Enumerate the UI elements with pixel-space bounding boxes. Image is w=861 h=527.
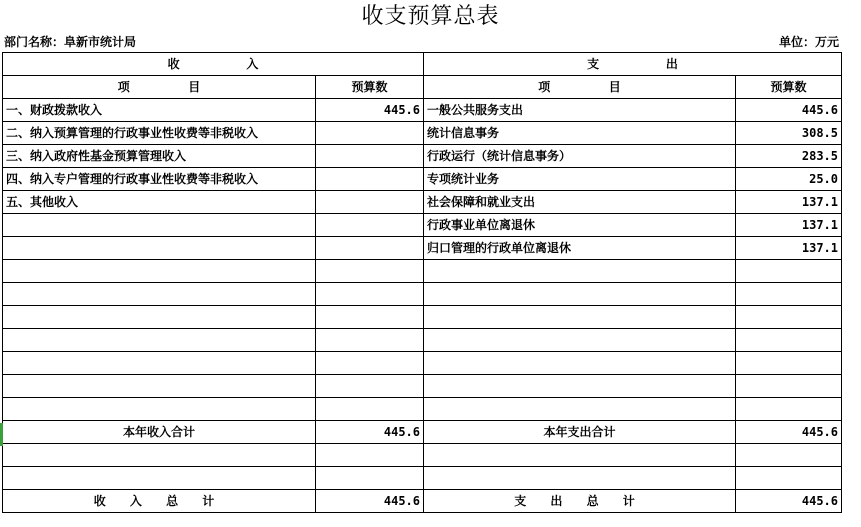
empty-cell[interactable] bbox=[424, 398, 736, 421]
table-row bbox=[3, 122, 842, 145]
empty-cell[interactable] bbox=[3, 329, 316, 352]
empty-cell[interactable] bbox=[736, 467, 842, 490]
unit-label: 单位：万元 bbox=[778, 35, 839, 49]
income-item-cell[interactable]: 一、财政拨款收入 bbox=[3, 99, 316, 122]
empty-cell[interactable] bbox=[316, 398, 424, 421]
empty-cell[interactable] bbox=[3, 214, 316, 237]
empty-cell[interactable] bbox=[316, 444, 424, 467]
empty-row bbox=[3, 467, 842, 490]
active-cell-indicator bbox=[0, 423, 3, 446]
income-value-cell[interactable]: 445.6 bbox=[316, 99, 424, 122]
expense-grand-total-label[interactable]: 支 出 总 计 bbox=[424, 490, 736, 513]
empty-cell[interactable] bbox=[424, 375, 736, 398]
expense-value-cell[interactable]: 137.1 bbox=[736, 237, 842, 260]
income-grand-total-value[interactable]: 445.6 bbox=[316, 490, 424, 513]
empty-cell[interactable] bbox=[424, 329, 736, 352]
empty-cell[interactable] bbox=[736, 444, 842, 467]
table-row bbox=[3, 168, 842, 191]
income-section-header[interactable]: 收 入 bbox=[3, 53, 424, 76]
empty-cell[interactable] bbox=[316, 467, 424, 490]
income-item-cell[interactable]: 四、纳入专户管理的行政事业性收费等非税收入 bbox=[3, 168, 316, 191]
empty-cell[interactable] bbox=[316, 260, 424, 283]
empty-cell[interactable] bbox=[736, 283, 842, 306]
empty-cell[interactable] bbox=[3, 398, 316, 421]
empty-cell[interactable] bbox=[316, 214, 424, 237]
empty-cell[interactable] bbox=[3, 237, 316, 260]
year-expense-total-value[interactable]: 445.6 bbox=[736, 421, 842, 444]
empty-cell[interactable] bbox=[424, 306, 736, 329]
empty-cell[interactable] bbox=[316, 306, 424, 329]
empty-cell[interactable] bbox=[736, 306, 842, 329]
empty-row bbox=[3, 444, 842, 467]
empty-cell[interactable] bbox=[316, 329, 424, 352]
empty-cell[interactable] bbox=[424, 260, 736, 283]
empty-cell[interactable] bbox=[316, 283, 424, 306]
empty-row bbox=[3, 260, 842, 283]
expense-budget-header[interactable]: 预算数 bbox=[736, 76, 842, 99]
table-row bbox=[3, 237, 842, 260]
income-value-cell[interactable] bbox=[316, 191, 424, 214]
expense-item-cell[interactable]: 一般公共服务支出 bbox=[424, 99, 736, 122]
expense-item-cell[interactable]: 专项统计业务 bbox=[424, 168, 736, 191]
expense-value-cell[interactable]: 445.6 bbox=[736, 99, 842, 122]
empty-cell[interactable] bbox=[424, 467, 736, 490]
page-title: 收支预算总表 bbox=[361, 4, 500, 29]
expense-value-cell[interactable]: 308.5 bbox=[736, 122, 842, 145]
income-grand-total-label[interactable]: 收 入 总 计 bbox=[3, 490, 316, 513]
empty-row bbox=[3, 375, 842, 398]
income-item-cell[interactable]: 二、纳入预算管理的行政事业性收费等非税收入 bbox=[3, 122, 316, 145]
empty-cell[interactable] bbox=[424, 352, 736, 375]
empty-cell[interactable] bbox=[736, 375, 842, 398]
empty-cell[interactable] bbox=[736, 352, 842, 375]
department-label: 部门名称：阜新市统计局 bbox=[4, 35, 137, 49]
empty-cell[interactable] bbox=[736, 329, 842, 352]
section-header-row bbox=[3, 53, 842, 76]
income-item-cell[interactable]: 三、纳入政府性基金预算管理收入 bbox=[3, 145, 316, 168]
table-row bbox=[3, 214, 842, 237]
expense-item-cell[interactable]: 行政事业单位离退休 bbox=[424, 214, 736, 237]
income-budget-header[interactable]: 预算数 bbox=[316, 76, 424, 99]
expense-item-cell[interactable]: 归口管理的行政单位离退休 bbox=[424, 237, 736, 260]
empty-row bbox=[3, 306, 842, 329]
empty-row bbox=[3, 283, 842, 306]
empty-cell[interactable] bbox=[316, 352, 424, 375]
table-row bbox=[3, 99, 842, 122]
table-row bbox=[3, 145, 842, 168]
empty-cell[interactable] bbox=[424, 283, 736, 306]
expense-item-cell[interactable]: 社会保障和就业支出 bbox=[424, 191, 736, 214]
expense-section-header[interactable]: 支 出 bbox=[424, 53, 842, 76]
empty-cell[interactable] bbox=[3, 260, 316, 283]
income-value-cell[interactable] bbox=[316, 145, 424, 168]
empty-cell[interactable] bbox=[3, 444, 316, 467]
budget-table bbox=[2, 52, 842, 513]
empty-cell[interactable] bbox=[736, 260, 842, 283]
empty-cell[interactable] bbox=[3, 283, 316, 306]
income-value-cell[interactable] bbox=[316, 122, 424, 145]
year-expense-total-label[interactable]: 本年支出合计 bbox=[424, 421, 736, 444]
empty-cell[interactable] bbox=[3, 352, 316, 375]
empty-cell[interactable] bbox=[316, 375, 424, 398]
expense-grand-total-value[interactable]: 445.6 bbox=[736, 490, 842, 513]
empty-row bbox=[3, 352, 842, 375]
empty-cell[interactable] bbox=[316, 237, 424, 260]
empty-row bbox=[3, 329, 842, 352]
income-item-header[interactable]: 项 目 bbox=[3, 76, 316, 99]
empty-row bbox=[3, 398, 842, 421]
expense-item-cell[interactable]: 行政运行（统计信息事务） bbox=[424, 145, 736, 168]
expense-value-cell[interactable]: 283.5 bbox=[736, 145, 842, 168]
column-header-row bbox=[3, 76, 842, 99]
income-item-cell[interactable]: 五、其他收入 bbox=[3, 191, 316, 214]
empty-cell[interactable] bbox=[3, 467, 316, 490]
expense-value-cell[interactable]: 137.1 bbox=[736, 214, 842, 237]
empty-cell[interactable] bbox=[424, 444, 736, 467]
expense-item-header[interactable]: 项 目 bbox=[424, 76, 736, 99]
expense-item-cell[interactable]: 统计信息事务 bbox=[424, 122, 736, 145]
expense-value-cell[interactable]: 137.1 bbox=[736, 191, 842, 214]
table-row bbox=[3, 191, 842, 214]
expense-value-cell[interactable]: 25.0 bbox=[736, 168, 842, 191]
year-total-row bbox=[3, 421, 842, 444]
empty-cell[interactable] bbox=[3, 306, 316, 329]
income-value-cell[interactable] bbox=[316, 168, 424, 191]
year-income-total-label[interactable]: 本年收入合计 bbox=[3, 421, 316, 444]
grand-total-row bbox=[3, 490, 842, 513]
empty-cell[interactable] bbox=[736, 398, 842, 421]
year-income-total-value[interactable]: 445.6 bbox=[316, 421, 424, 444]
empty-cell[interactable] bbox=[3, 375, 316, 398]
